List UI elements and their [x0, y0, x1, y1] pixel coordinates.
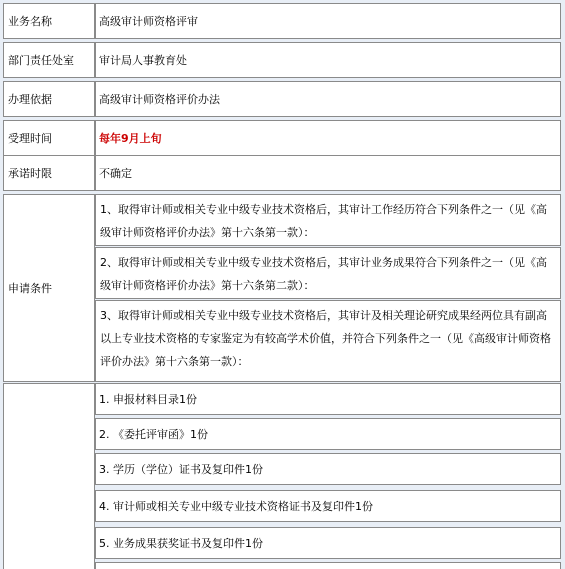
- label-text: 业务名称: [8, 14, 52, 28]
- label-text: 部门责任处室: [8, 53, 74, 67]
- value-text: 高级审计师资格评价办法: [99, 92, 220, 106]
- row-label-materials: [3, 383, 95, 569]
- material-text: 1. 申报材料目录1份: [99, 392, 197, 406]
- label-text: 办理依据: [8, 92, 52, 106]
- row-value-basis: [95, 81, 561, 117]
- material-item-1: [95, 383, 561, 415]
- condition-item-1: [95, 194, 561, 246]
- material-text: 3. 学历（学位）证书及复印件1份: [99, 462, 263, 476]
- acceptance-time-text: 每年9月上旬: [99, 131, 162, 145]
- row-value-department: [95, 42, 561, 78]
- material-item-overflow: [95, 562, 561, 569]
- label-text: 申请条件: [8, 281, 52, 295]
- condition-text: 3、取得审计师或相关专业中级专业技术资格后，其审计及相关理论研究成果经两位具有副高以上专业技术资格的专家鉴定为有较高学术价值，并符合下列条件之一（见《高级审计师资格评价办法》第十六条第一款）：: [100, 309, 551, 368]
- row-label-business-name: [3, 3, 95, 39]
- label-text: 受理时间: [8, 131, 52, 145]
- row-value-acceptance-time: [95, 120, 561, 156]
- material-text: 4. 审计师或相关专业中级专业技术资格证书及复印件1份: [99, 499, 373, 513]
- row-label-department: [3, 42, 95, 78]
- row-value-commit-time: [95, 155, 561, 191]
- row-label-commit-time: [3, 155, 95, 191]
- condition-text: 1、取得审计师或相关专业中级专业技术资格后，其审计工作经历符合下列条件之一（见《高级审计师资格评价办法》第十六条第一款）：: [100, 203, 547, 239]
- material-item-3: [95, 453, 561, 485]
- material-text: 5. 业务成果获奖证书及复印件1份: [99, 536, 263, 550]
- label-text: 承诺时限: [8, 166, 52, 180]
- value-text: 审计局人事教育处: [99, 53, 187, 67]
- condition-item-2: [95, 247, 561, 299]
- material-item-4: [95, 490, 561, 522]
- material-item-5: [95, 527, 561, 559]
- material-text: 2. 《委托评审函》1份: [99, 427, 208, 441]
- row-label-acceptance-time: [3, 120, 95, 156]
- value-text: 不确定: [99, 166, 132, 180]
- row-value-business-name: [95, 3, 561, 39]
- row-label-basis: [3, 81, 95, 117]
- value-text: 高级审计师资格评审: [99, 14, 198, 28]
- material-item-2: [95, 418, 561, 450]
- row-label-conditions: [3, 194, 95, 382]
- condition-text: 2、取得审计师或相关专业中级专业技术资格后，其审计业务成果符合下列条件之一（见《高级审计师资格评价办法》第十六条第二款）：: [100, 256, 547, 292]
- condition-item-3: [95, 300, 561, 382]
